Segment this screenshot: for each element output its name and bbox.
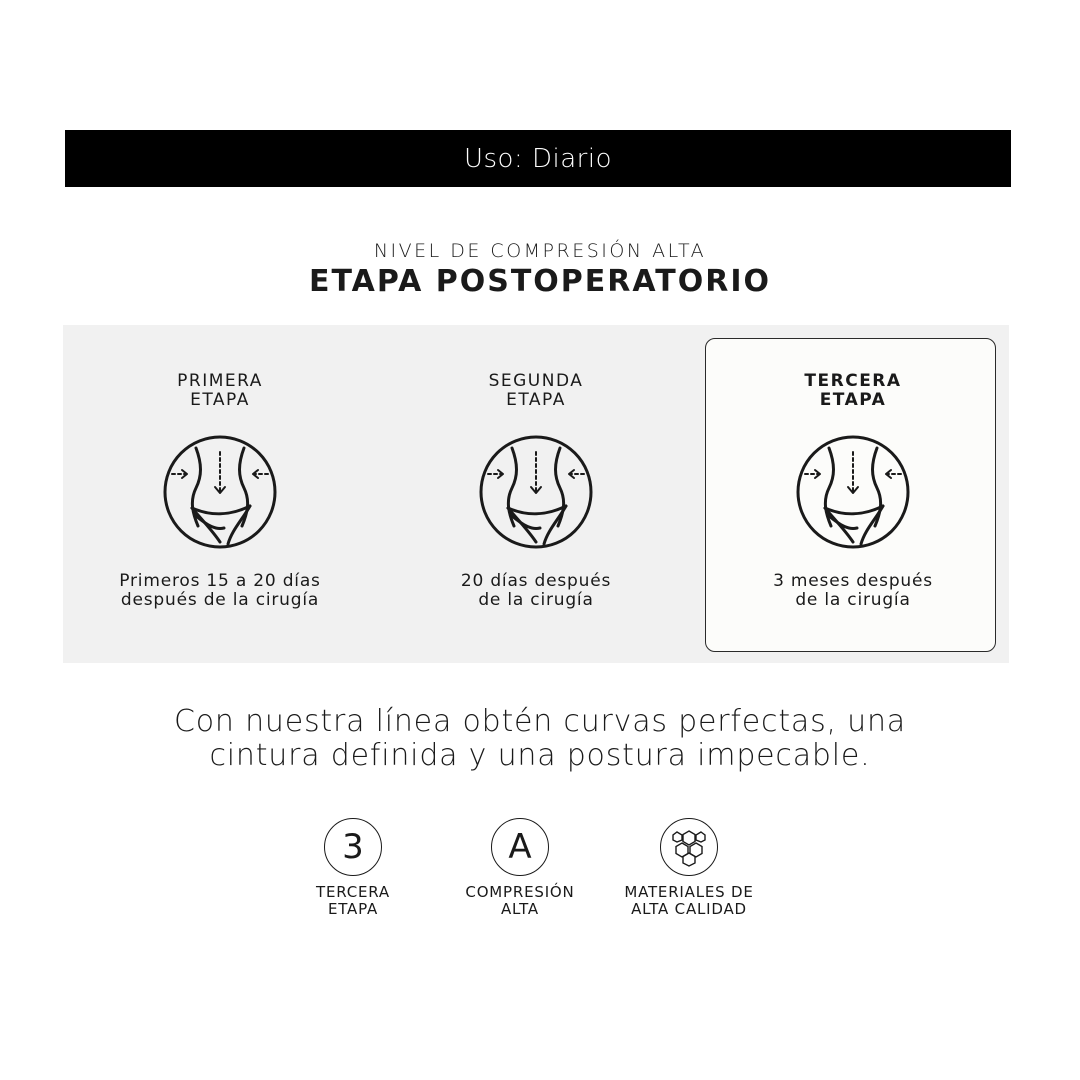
- feature-label: MATERIALES DE ALTA CALIDAD: [624, 883, 754, 918]
- stage-description: Primeros 15 a 20 días después de la cirugía: [119, 571, 321, 610]
- feature-label: TERCERA ETAPA: [316, 883, 390, 918]
- stage-heading-title: ETAPA POSTOPERATORIO: [308, 264, 771, 299]
- stage-card-second: [386, 372, 686, 610]
- letter-a-icon: A: [491, 818, 549, 876]
- stage-description: 3 meses después de la cirugía: [773, 571, 933, 610]
- stage-title: PRIMERA ETAPA: [177, 371, 263, 410]
- usage-banner: [65, 130, 1011, 187]
- feature-third-stage: [268, 818, 438, 918]
- number-three-icon: 3: [324, 818, 382, 876]
- stage-card-third: [703, 372, 1003, 610]
- waist-compression-icon: [478, 434, 594, 550]
- stage-title: TERCERA ETAPA: [804, 371, 902, 410]
- feature-high-compression: [435, 818, 605, 918]
- waist-compression-icon: [162, 434, 278, 550]
- stage-card-first: [70, 372, 370, 610]
- marketing-tagline: Con nuestra línea obtén curvas perfectas, una cintura definida y una postura impecable.: [174, 704, 906, 773]
- stage-title: SEGUNDA ETAPA: [488, 371, 584, 410]
- usage-banner-label: Uso: Diario: [463, 143, 612, 174]
- waist-compression-icon: [795, 434, 911, 550]
- stage-description: 20 días después de la cirugía: [460, 571, 612, 610]
- feature-label: COMPRESIÓN ALTA: [465, 883, 575, 918]
- hexagon-pattern-icon: [660, 818, 718, 876]
- feature-quality-materials: [604, 818, 774, 918]
- compression-level-subtitle: NIVEL DE COMPRESIÓN ALTA: [373, 240, 707, 262]
